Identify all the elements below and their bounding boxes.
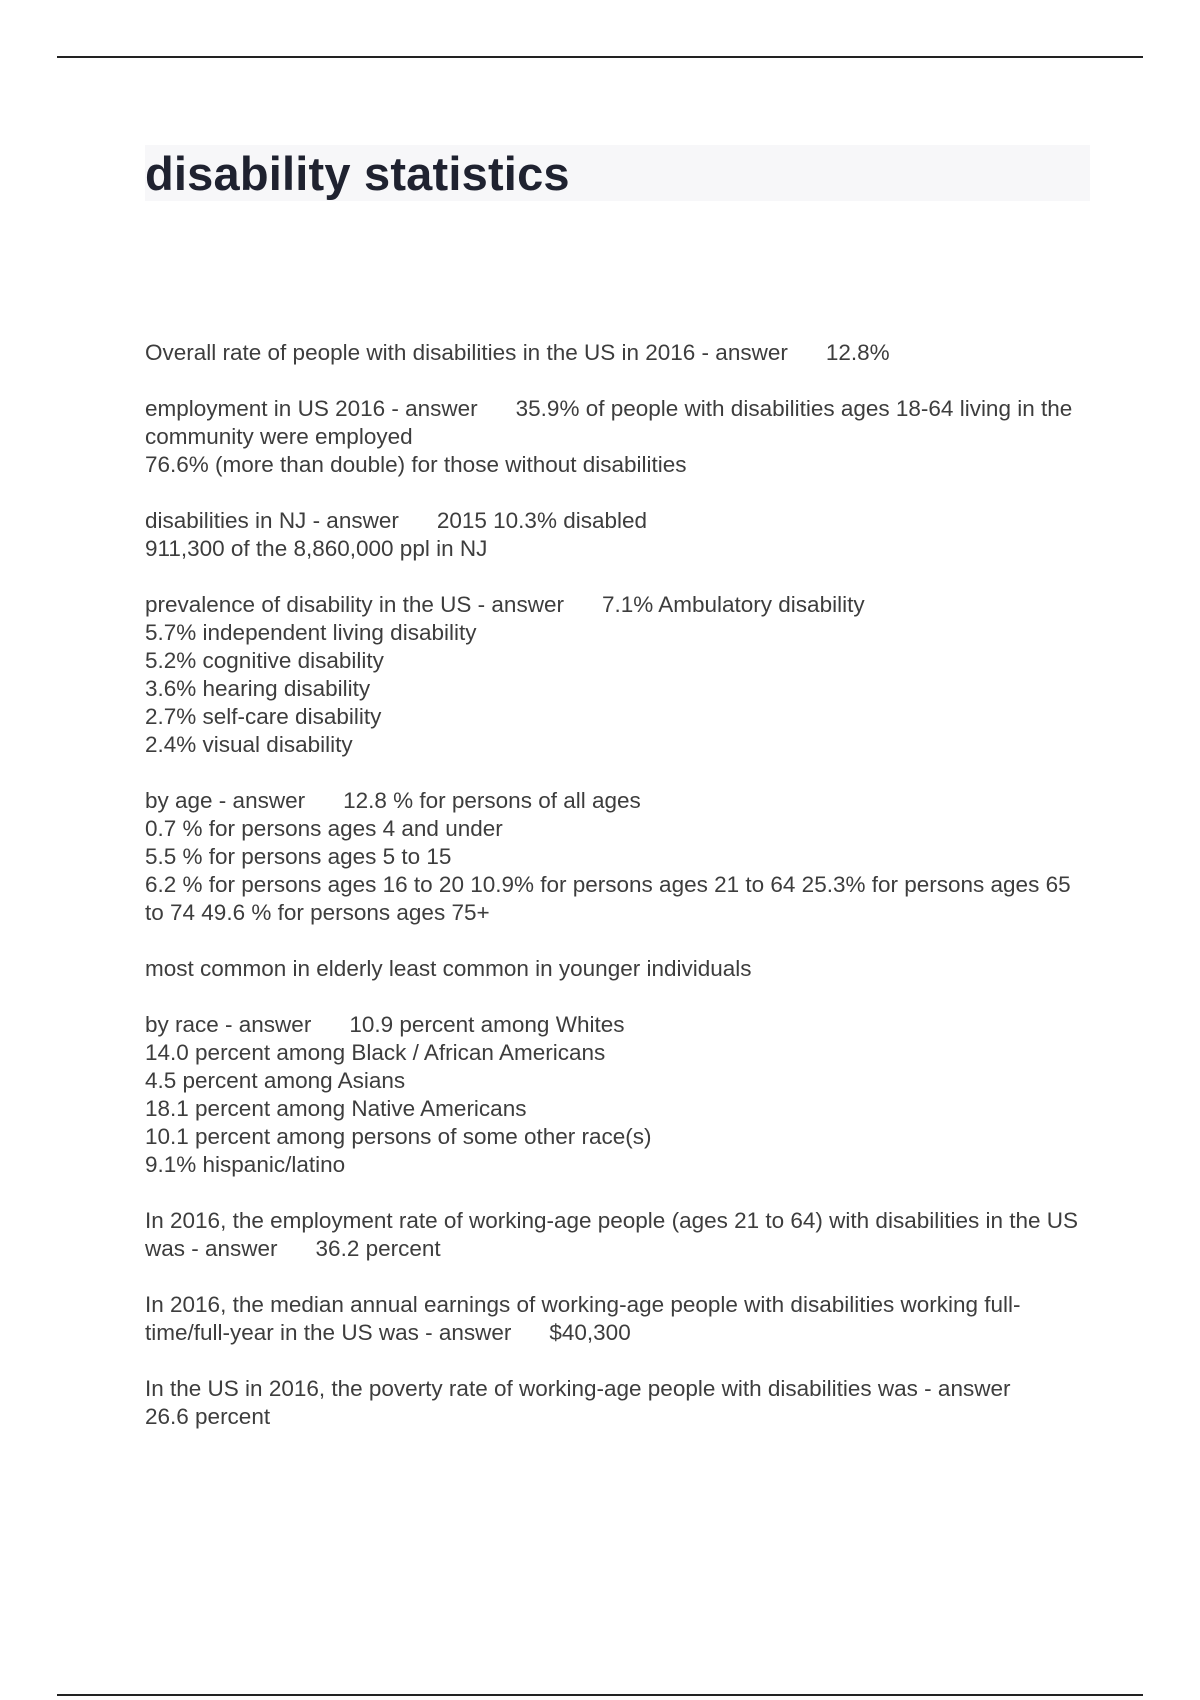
answer-line: 2.7% self-care disability (145, 704, 382, 729)
question-text: disabilities in NJ - answer (145, 508, 399, 533)
question-text: employment in US 2016 - answer (145, 396, 478, 421)
top-rule (57, 56, 1143, 58)
question-text: In 2016, the employment rate of working-age people (ages 21 to 64) with disabilities in the US was - answer (145, 1208, 1079, 1261)
answer-line: 14.0 percent among Black / African Americans (145, 1040, 606, 1065)
answer-text: 10.9 percent among Whites (349, 1012, 625, 1037)
answer-text: 12.8% (825, 340, 890, 365)
page-title: disability statistics (145, 147, 570, 200)
answer-line: 5.5 % for persons ages 5 to 15 (145, 844, 452, 869)
answer-line: 18.1 percent among Native Americans (145, 1096, 527, 1121)
question-text: by race - answer (145, 1012, 312, 1037)
note-text: most common in elderly least common in younger individuals (145, 956, 752, 981)
answer-line: 911,300 of the 8,860,000 ppl in NJ (145, 536, 488, 561)
flashcard-entry (145, 1207, 1090, 1263)
flashcard-entry (145, 591, 1090, 759)
bottom-rule (57, 1694, 1143, 1696)
answer-text: 12.8 % for persons of all ages (343, 788, 641, 813)
answer-line: 2.4% visual disability (145, 732, 353, 757)
question-text: In the US in 2016, the poverty rate of working-age people with disabilities was - answer (145, 1376, 1011, 1401)
question-text: Overall rate of people with disabilities in the US in 2016 - answer (145, 340, 788, 365)
answer-line: 4.5 percent among Asians (145, 1068, 406, 1093)
flashcard-entry (145, 395, 1090, 479)
answer-line: 5.7% independent living disability (145, 620, 477, 645)
question-text: by age - answer (145, 788, 306, 813)
answer-text: 7.1% Ambulatory disability (601, 592, 865, 617)
answer-text: 2015 10.3% disabled (436, 508, 648, 533)
flashcard-entry (145, 1011, 1090, 1179)
answer-line: 9.1% hispanic/latino (145, 1152, 346, 1177)
answer-text: $40,300 (549, 1320, 631, 1345)
answer-line: 10.1 percent among persons of some other race(s) (145, 1124, 652, 1149)
answer-line: 5.2% cognitive disability (145, 648, 384, 673)
answer-line: 6.2 % for persons ages 16 to 20 10.9% for persons ages 21 to 64 25.3% for persons ages 65 to 74 49.6 % for persons ages 75+ (145, 872, 1071, 925)
flashcard-entry (145, 1375, 1090, 1431)
answer-line: 3.6% hearing disability (145, 676, 371, 701)
flashcard-list (145, 339, 1090, 1459)
answer-text: 35.9% of people with disabilities ages 18-64 living in the community were employed (145, 396, 1073, 449)
answer-text: 36.2 percent (315, 1236, 441, 1261)
flashcard-entry (145, 507, 1090, 563)
question-text: prevalence of disability in the US - answer (145, 592, 564, 617)
answer-text: 26.6 percent (145, 1404, 271, 1429)
flashcard-entry (145, 339, 1090, 367)
answer-line: 0.7 % for persons ages 4 and under (145, 816, 503, 841)
flashcard-entry (145, 955, 1090, 983)
question-text: In 2016, the median annual earnings of working-age people with disabilities working full-time/full-year in the US was - answer (145, 1292, 1021, 1345)
flashcard-entry (145, 787, 1090, 927)
flashcard-entry (145, 1291, 1090, 1347)
answer-line: 76.6% (more than double) for those without disabilities (145, 452, 687, 477)
